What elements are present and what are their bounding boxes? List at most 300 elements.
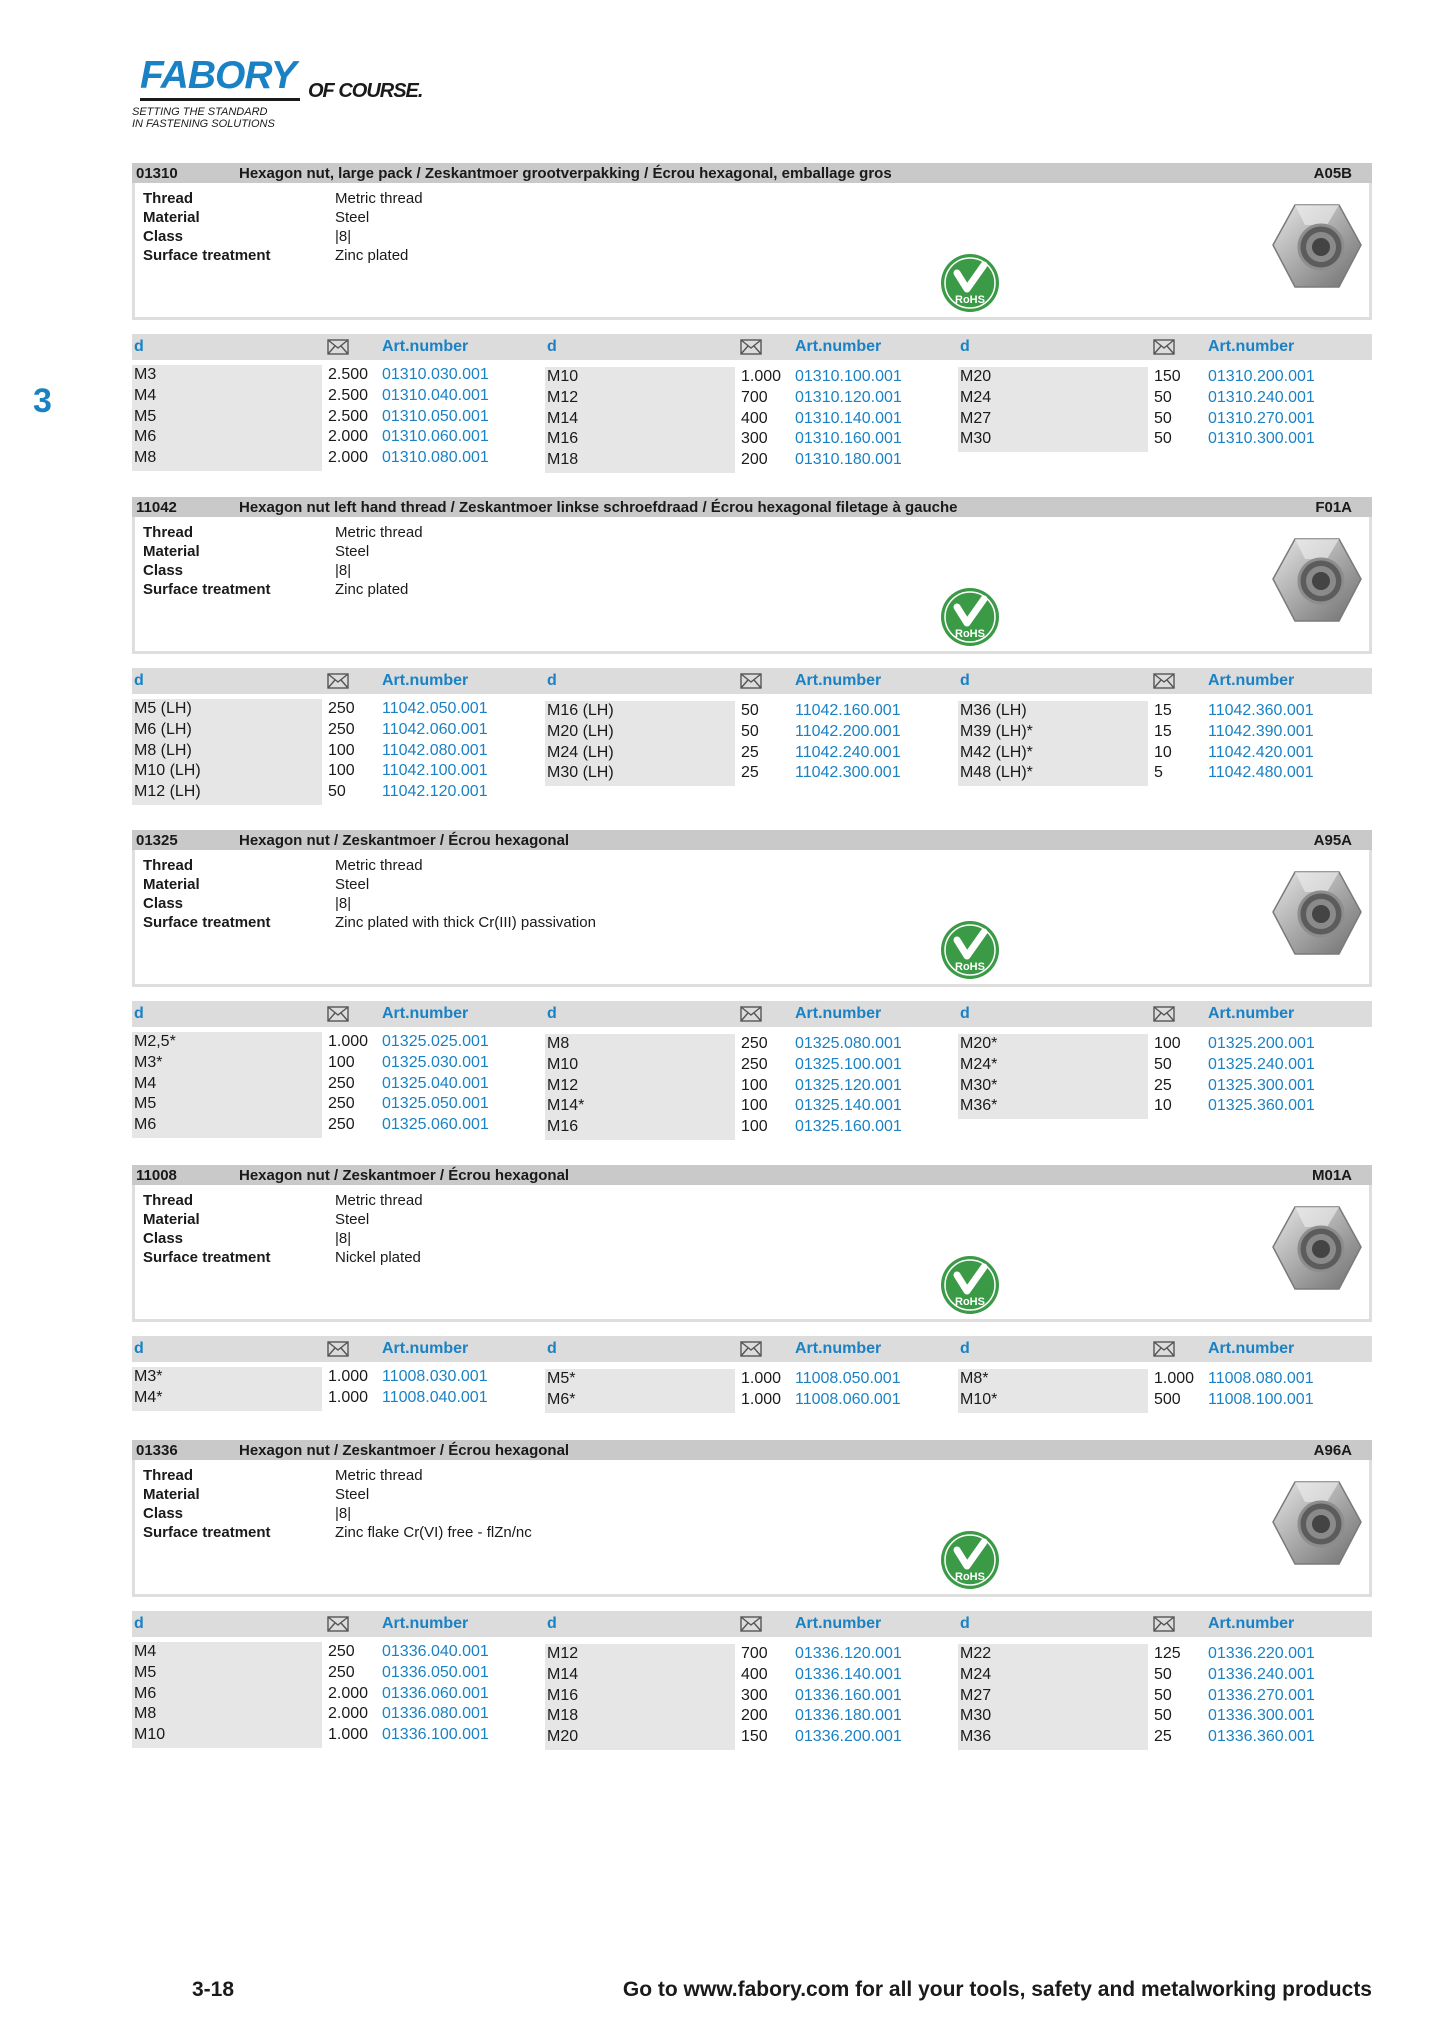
header-art-number: Art.number — [795, 338, 882, 355]
property-value: |8| — [335, 562, 352, 579]
cell-size: M30 — [960, 430, 992, 448]
cell-art-number[interactable]: 01310.300.001 — [1208, 430, 1315, 448]
cell-size: M12 — [547, 1076, 579, 1094]
cell-art-number[interactable]: 11042.360.001 — [1208, 702, 1314, 719]
cell-pack-qty: 500 — [1154, 1390, 1181, 1408]
cell-pack-qty: 100 — [328, 762, 355, 780]
logo-tagline-2: IN FASTENING SOLUTIONS — [132, 118, 275, 130]
cell-pack-qty: 250 — [741, 1055, 768, 1073]
package-icon — [327, 1341, 349, 1357]
cell-pack-qty: 1.000 — [328, 1388, 369, 1406]
logo-suffix: OF COURSE. — [308, 80, 423, 102]
cell-size: M36* — [960, 1097, 998, 1115]
hex-nut-image — [1265, 531, 1365, 631]
section-header — [132, 497, 1372, 517]
cell-art-number[interactable]: 01336.180.001 — [795, 1707, 902, 1725]
cell-art-number[interactable]: 01310.240.001 — [1208, 388, 1315, 406]
package-icon — [740, 1341, 762, 1357]
cell-pack-qty: 1.000 — [328, 1033, 369, 1050]
package-icon — [740, 673, 762, 689]
cell-art-number[interactable]: 01325.100.001 — [795, 1055, 902, 1073]
property-label: Class — [143, 1505, 184, 1522]
cell-pack-qty: 2.000 — [328, 449, 369, 467]
cell-art-number[interactable]: 01336.100.001 — [382, 1726, 489, 1744]
cell-art-number[interactable]: 01336.140.001 — [795, 1665, 902, 1683]
cell-pack-qty: 5 — [1154, 764, 1163, 782]
header-art-number: Art.number — [795, 672, 882, 689]
cell-art-number[interactable]: 01310.200.001 — [1208, 368, 1315, 385]
cell-art-number[interactable]: 01325.040.001 — [382, 1074, 489, 1092]
section-title: Hexagon nut left hand thread / Zeskantmoer linkse schroefdraad / Écrou hexagonal filetage à gauche — [239, 499, 958, 516]
cell-art-number[interactable]: 01325.300.001 — [1208, 1076, 1315, 1094]
cell-art-number[interactable]: 01336.270.001 — [1208, 1686, 1315, 1704]
cell-art-number[interactable]: 01336.050.001 — [382, 1663, 489, 1681]
cell-pack-qty: 100 — [328, 741, 355, 759]
cell-size: M42 (LH)* — [960, 743, 1033, 761]
cell-pack-qty: 700 — [741, 1645, 768, 1662]
cell-size: M4* — [134, 1388, 163, 1406]
cell-pack-qty: 50 — [741, 702, 759, 719]
cell-size: M16 — [547, 430, 579, 448]
hex-nut-image — [1265, 197, 1365, 297]
logo-underline — [140, 98, 300, 101]
property-label: Thread — [143, 857, 194, 874]
svg-text:RoHS: RoHS — [955, 294, 985, 306]
cell-pack-qty: 400 — [741, 409, 768, 427]
cell-size: M48 (LH)* — [960, 764, 1033, 782]
cell-pack-qty: 1.000 — [741, 1390, 782, 1408]
section-header — [132, 1165, 1372, 1185]
cell-art-number[interactable]: 11008.030.001 — [382, 1368, 488, 1385]
cell-pack-qty: 2.500 — [328, 366, 369, 383]
cell-pack-qty: 50 — [1154, 430, 1172, 448]
property-label: Material — [143, 1486, 200, 1503]
property-surface — [143, 913, 843, 932]
cell-art-number[interactable]: 01336.040.001 — [382, 1643, 489, 1660]
section-code: 01310 — [136, 165, 178, 182]
cell-size: M8 (LH) — [134, 741, 192, 759]
cell-size: M4 — [134, 1074, 157, 1092]
cell-size: M24 (LH) — [547, 743, 614, 761]
header-d: d — [960, 1340, 970, 1357]
cell-size: M5 (LH) — [134, 700, 192, 717]
cell-size: M14 — [547, 409, 579, 427]
property-label: Surface treatment — [143, 1524, 271, 1541]
property-value: Metric thread — [335, 524, 423, 541]
cell-pack-qty: 2.500 — [328, 407, 369, 425]
header-d: d — [547, 1615, 557, 1632]
cell-art-number[interactable]: 01310.060.001 — [382, 428, 489, 446]
cell-art-number[interactable]: 01310.270.001 — [1208, 409, 1315, 427]
cell-art-number[interactable]: 11042.420.001 — [1208, 743, 1314, 761]
cell-art-number[interactable]: 01325.050.001 — [382, 1095, 489, 1113]
section-properties — [132, 1460, 1372, 1597]
property-label: Material — [143, 209, 200, 226]
cell-pack-qty: 150 — [1154, 368, 1181, 385]
cell-size: M24* — [960, 1055, 998, 1073]
cell-art-number[interactable]: 01325.025.001 — [382, 1033, 489, 1050]
cell-size: M5* — [547, 1370, 576, 1387]
header-art-number: Art.number — [382, 1340, 469, 1357]
cell-art-number[interactable]: 01310.080.001 — [382, 449, 489, 467]
chapter-number: 3 — [33, 382, 52, 420]
svg-text:RoHS: RoHS — [955, 961, 985, 973]
package-icon — [1153, 1341, 1175, 1357]
cell-size: M6 (LH) — [134, 720, 192, 738]
cell-pack-qty: 50 — [1154, 1055, 1172, 1073]
property-thread — [143, 523, 843, 542]
cell-size: M24 — [960, 388, 992, 406]
header-art-number: Art.number — [795, 1615, 882, 1632]
cell-pack-qty: 200 — [741, 451, 768, 469]
cell-art-number[interactable]: 01325.240.001 — [1208, 1055, 1315, 1073]
cell-art-number[interactable]: 01336.160.001 — [795, 1686, 902, 1704]
cell-pack-qty: 50 — [328, 783, 346, 801]
header-d: d — [547, 672, 557, 689]
property-value: |8| — [335, 1230, 352, 1247]
cell-pack-qty: 50 — [1154, 388, 1172, 406]
table-header — [132, 334, 1372, 360]
cell-pack-qty: 1.000 — [741, 1370, 782, 1387]
section-ref-code: F01A — [1315, 499, 1352, 516]
cell-art-number[interactable]: 01310.040.001 — [382, 386, 489, 404]
property-value: Steel — [335, 1211, 370, 1228]
cell-pack-qty: 1.000 — [741, 368, 782, 385]
cell-pack-qty: 50 — [741, 722, 759, 740]
header-art-number: Art.number — [1208, 672, 1295, 689]
svg-text:RoHS: RoHS — [955, 1296, 985, 1308]
header-art-number: Art.number — [1208, 1005, 1295, 1022]
cell-art-number[interactable]: 11008.060.001 — [795, 1390, 901, 1408]
section-ref-code: A05B — [1313, 165, 1352, 182]
cell-pack-qty: 100 — [741, 1097, 768, 1115]
section-properties — [132, 517, 1372, 654]
property-label: Thread — [143, 190, 194, 207]
property-value: Metric thread — [335, 1467, 423, 1484]
cell-pack-qty: 125 — [1154, 1645, 1181, 1662]
header-d: d — [134, 1005, 144, 1022]
cell-size: M30 — [960, 1707, 992, 1725]
property-label: Material — [143, 1211, 200, 1228]
section-code: 11008 — [136, 1167, 177, 1184]
cell-art-number[interactable]: 11042.080.001 — [382, 741, 488, 759]
header-d: d — [960, 338, 970, 355]
cell-art-number[interactable]: 01336.360.001 — [1208, 1728, 1315, 1746]
section-header — [132, 1440, 1372, 1460]
cell-size: M12 — [547, 388, 579, 406]
cell-pack-qty: 100 — [328, 1053, 355, 1071]
section-header — [132, 830, 1372, 850]
cell-size: M18 — [547, 451, 579, 469]
cell-art-number[interactable]: 01310.050.001 — [382, 407, 489, 425]
cell-size: M3 — [134, 366, 157, 383]
rohs-icon — [940, 1530, 1000, 1590]
property-label: Class — [143, 1230, 184, 1247]
cell-art-number[interactable]: 01336.300.001 — [1208, 1707, 1315, 1725]
property-surface — [143, 580, 843, 599]
cell-art-number[interactable]: 01336.080.001 — [382, 1705, 489, 1723]
section-ref-code: A96A — [1313, 1442, 1352, 1459]
cell-size: M8 — [134, 1705, 157, 1723]
logo-brand: FABORY — [140, 54, 296, 97]
property-value: Steel — [335, 543, 370, 560]
hex-nut-image — [1265, 864, 1365, 964]
cell-size: M20* — [960, 1035, 998, 1052]
rohs-icon — [940, 920, 1000, 980]
section-properties — [132, 850, 1372, 987]
cell-art-number[interactable]: 01310.140.001 — [795, 409, 902, 427]
cell-size: M18 — [547, 1707, 579, 1725]
property-label: Surface treatment — [143, 914, 271, 931]
cell-pack-qty: 1.000 — [1154, 1370, 1195, 1387]
cell-art-number[interactable]: 01325.060.001 — [382, 1116, 489, 1134]
cell-pack-qty: 200 — [741, 1707, 768, 1725]
cell-pack-qty: 25 — [741, 743, 759, 761]
property-class — [143, 227, 843, 246]
package-icon — [327, 673, 349, 689]
cell-art-number[interactable]: 01310.160.001 — [795, 430, 902, 448]
cell-pack-qty: 10 — [1154, 743, 1172, 761]
cell-size: M10 — [547, 1055, 579, 1073]
property-label: Surface treatment — [143, 247, 271, 264]
product-section-11008 — [132, 1165, 1372, 1408]
property-thread — [143, 189, 843, 208]
property-material — [143, 1485, 843, 1504]
header-d: d — [134, 672, 144, 689]
cell-size: M16 (LH) — [547, 702, 614, 719]
cell-art-number[interactable]: 01336.220.001 — [1208, 1645, 1315, 1662]
table-header — [132, 1611, 1372, 1637]
property-material — [143, 208, 843, 227]
cell-size: M6* — [547, 1390, 576, 1408]
cell-size: M10* — [960, 1390, 998, 1408]
cell-art-number[interactable]: 11042.390.001 — [1208, 722, 1314, 740]
section-properties — [132, 1185, 1372, 1322]
cell-size: M8 — [547, 1035, 570, 1052]
package-icon — [1153, 673, 1175, 689]
cell-art-number[interactable]: 01336.060.001 — [382, 1684, 489, 1702]
cell-size: M12 — [547, 1645, 579, 1662]
cell-art-number[interactable]: 11042.200.001 — [795, 722, 901, 740]
cell-art-number[interactable]: 01336.200.001 — [795, 1728, 902, 1746]
property-label: Thread — [143, 1192, 194, 1209]
property-value: Metric thread — [335, 857, 423, 874]
cell-art-number[interactable]: 11008.040.001 — [382, 1388, 488, 1406]
cell-art-number[interactable]: 01310.120.001 — [795, 388, 902, 406]
product-section-01336 — [132, 1440, 1372, 1746]
header-art-number: Art.number — [1208, 1340, 1295, 1357]
cell-art-number[interactable]: 01310.180.001 — [795, 451, 902, 469]
fabory-logo — [132, 54, 432, 134]
property-value: Steel — [335, 876, 370, 893]
property-label: Thread — [143, 1467, 194, 1484]
cell-size: M3* — [134, 1368, 163, 1385]
package-icon — [327, 1006, 349, 1022]
cell-art-number[interactable]: 11042.050.001 — [382, 700, 488, 717]
page-number: 3-18 — [192, 1978, 235, 2001]
cell-size: M27 — [960, 409, 992, 427]
header-art-number: Art.number — [1208, 338, 1295, 355]
header-d: d — [134, 1615, 144, 1632]
cell-size: M27 — [960, 1686, 992, 1704]
property-value: Steel — [335, 209, 370, 226]
cell-art-number[interactable]: 11042.060.001 — [382, 720, 488, 738]
header-d: d — [547, 1005, 557, 1022]
cell-size: M30 (LH) — [547, 764, 614, 782]
package-icon — [1153, 339, 1175, 355]
cell-art-number[interactable]: 11042.160.001 — [795, 702, 901, 719]
cell-size: M6 — [134, 1684, 157, 1702]
cell-size: M20 — [960, 368, 992, 385]
cell-size: M14* — [547, 1097, 585, 1115]
cell-pack-qty: 2.000 — [328, 428, 369, 446]
rohs-icon — [940, 587, 1000, 647]
header-art-number: Art.number — [382, 1615, 469, 1632]
property-label: Surface treatment — [143, 1249, 271, 1266]
property-material — [143, 1210, 843, 1229]
cell-art-number[interactable]: 01325.200.001 — [1208, 1035, 1315, 1052]
cell-size: M4 — [134, 1643, 157, 1660]
header-art-number: Art.number — [382, 672, 469, 689]
cell-art-number[interactable]: 01336.240.001 — [1208, 1665, 1315, 1683]
package-icon — [740, 1006, 762, 1022]
cell-pack-qty: 50 — [1154, 1686, 1172, 1704]
cell-art-number[interactable]: 01325.030.001 — [382, 1053, 489, 1071]
cell-pack-qty: 50 — [1154, 1707, 1172, 1725]
cell-art-number[interactable]: 01325.080.001 — [795, 1035, 902, 1052]
cell-size: M5 — [134, 1663, 157, 1681]
product-section-01325 — [132, 830, 1372, 1136]
header-art-number: Art.number — [795, 1005, 882, 1022]
cell-size: M10 — [134, 1726, 166, 1744]
cell-art-number[interactable]: 01325.120.001 — [795, 1076, 902, 1094]
cell-art-number[interactable]: 01325.360.001 — [1208, 1097, 1315, 1115]
cell-size: M5 — [134, 407, 157, 425]
cell-size: M24 — [960, 1665, 992, 1683]
header-art-number: Art.number — [382, 1005, 469, 1022]
cell-pack-qty: 250 — [328, 1643, 355, 1660]
cell-art-number[interactable]: 01310.030.001 — [382, 366, 489, 383]
rohs-icon — [940, 1255, 1000, 1315]
cell-art-number[interactable]: 01310.100.001 — [795, 368, 902, 385]
cell-pack-qty: 400 — [741, 1665, 768, 1683]
property-label: Class — [143, 228, 184, 245]
logo-tagline — [132, 106, 275, 130]
property-material — [143, 542, 843, 561]
cell-pack-qty: 15 — [1154, 722, 1172, 740]
cell-pack-qty: 250 — [328, 1095, 355, 1113]
property-surface — [143, 246, 843, 265]
cell-art-number[interactable]: 11042.480.001 — [1208, 764, 1314, 782]
cell-art-number[interactable]: 11042.240.001 — [795, 743, 901, 761]
cell-pack-qty: 15 — [1154, 702, 1172, 719]
section-code: 01325 — [136, 832, 178, 849]
property-material — [143, 875, 843, 894]
cell-art-number[interactable]: 11008.100.001 — [1208, 1390, 1314, 1408]
property-value: Zinc plated — [335, 581, 409, 598]
property-value: |8| — [335, 895, 352, 912]
hex-nut-image — [1265, 1474, 1365, 1574]
property-thread — [143, 856, 843, 875]
cell-size: M5 — [134, 1095, 157, 1113]
property-value: |8| — [335, 1505, 352, 1522]
cell-pack-qty: 250 — [328, 720, 355, 738]
property-value: Steel — [335, 1486, 370, 1503]
cell-art-number[interactable]: 11042.100.001 — [382, 762, 488, 780]
cell-pack-qty: 700 — [741, 388, 768, 406]
cell-size: M12 (LH) — [134, 783, 201, 801]
header-d: d — [960, 1615, 970, 1632]
svg-text:RoHS: RoHS — [955, 628, 985, 640]
cell-size: M22 — [960, 1645, 992, 1662]
cell-size: M39 (LH)* — [960, 722, 1033, 740]
cell-size: M4 — [134, 386, 157, 404]
package-icon — [327, 1616, 349, 1632]
cell-art-number[interactable]: 11042.120.001 — [382, 783, 488, 801]
header-d: d — [547, 338, 557, 355]
cell-pack-qty: 250 — [328, 700, 355, 717]
property-class — [143, 1229, 843, 1248]
cell-pack-qty: 150 — [741, 1728, 768, 1746]
cell-size: M36 (LH) — [960, 702, 1027, 719]
section-code: 01336 — [136, 1442, 178, 1459]
cell-pack-qty: 300 — [741, 430, 768, 448]
cell-art-number[interactable]: 11042.300.001 — [795, 764, 901, 782]
cell-pack-qty: 250 — [328, 1116, 355, 1134]
header-art-number: Art.number — [1208, 1615, 1295, 1632]
property-label: Class — [143, 895, 184, 912]
property-value: Nickel plated — [335, 1249, 421, 1266]
cell-pack-qty: 250 — [328, 1074, 355, 1092]
cell-art-number[interactable]: 01325.160.001 — [795, 1118, 902, 1136]
section-properties — [132, 183, 1372, 320]
section-header — [132, 163, 1372, 183]
header-art-number: Art.number — [382, 338, 469, 355]
cell-pack-qty: 2.000 — [328, 1684, 369, 1702]
cell-art-number[interactable]: 11008.050.001 — [795, 1370, 901, 1387]
cell-size: M10 (LH) — [134, 762, 201, 780]
cell-size: M20 (LH) — [547, 722, 614, 740]
header-d: d — [960, 1005, 970, 1022]
cell-art-number[interactable]: 01325.140.001 — [795, 1097, 902, 1115]
cell-pack-qty: 1.000 — [328, 1368, 369, 1385]
property-value: Zinc flake Cr(VI) free - flZn/nc — [335, 1524, 532, 1541]
cell-size: M16 — [547, 1118, 579, 1136]
property-value: Zinc plated with thick Cr(III) passivation — [335, 914, 596, 931]
cell-pack-qty: 100 — [741, 1076, 768, 1094]
package-icon — [1153, 1616, 1175, 1632]
cell-pack-qty: 100 — [741, 1118, 768, 1136]
property-thread — [143, 1466, 843, 1485]
cell-size: M36 — [960, 1728, 992, 1746]
cell-pack-qty: 10 — [1154, 1097, 1172, 1115]
cell-pack-qty: 100 — [1154, 1035, 1181, 1052]
section-title: Hexagon nut, large pack / Zeskantmoer grootverpakking / Écrou hexagonal, emballage gros — [239, 165, 892, 182]
cell-size: M8* — [960, 1370, 989, 1387]
cell-pack-qty: 2.500 — [328, 386, 369, 404]
property-class — [143, 894, 843, 913]
section-code: 11042 — [136, 499, 177, 516]
property-thread — [143, 1191, 843, 1210]
product-section-01310 — [132, 163, 1372, 469]
logo-tagline-1: SETTING THE STANDARD — [132, 106, 268, 118]
property-value: Metric thread — [335, 190, 423, 207]
cell-art-number[interactable]: 01336.120.001 — [795, 1645, 902, 1662]
cell-pack-qty: 2.000 — [328, 1705, 369, 1723]
header-d: d — [134, 1340, 144, 1357]
cell-size: M30* — [960, 1076, 998, 1094]
cell-art-number[interactable]: 11008.080.001 — [1208, 1370, 1314, 1387]
